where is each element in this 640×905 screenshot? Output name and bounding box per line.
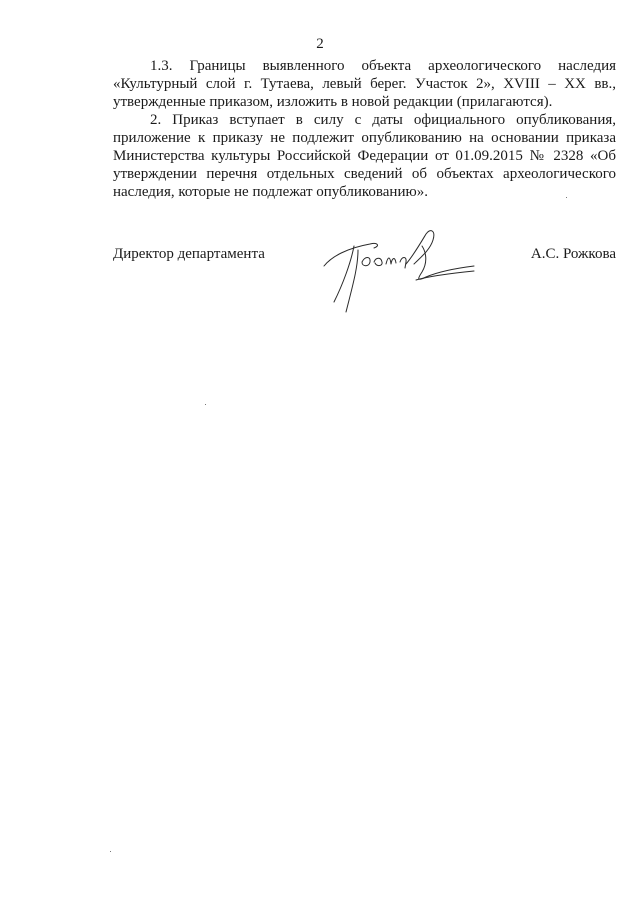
scan-speck bbox=[205, 404, 206, 405]
paragraph-2: 2. Приказ вступает в силу с даты официального опубликования, приложение к приказу не подлежит опубликованию на основании приказа Министерства культуры Российской Федерации от 01.09.2015 № 2328 «Об утверждении перечня отдельных сведений об объектах археологического наследия, которые не подлежат опубликованию». bbox=[113, 112, 616, 200]
signatory-title: Директор департамента bbox=[113, 246, 265, 262]
paragraph-1-3: 1.3. Границы выявленного объекта археологического наследия «Культурный слой г. Тутаева, левый берег. Участок 2», XVIII – XX вв., утвержденные приказом, изложить в новой редакции (прилагаются). bbox=[113, 58, 616, 110]
scan-speck bbox=[110, 851, 111, 852]
page-number: 2 bbox=[316, 36, 324, 52]
signatory-name: А.С. Рожкова bbox=[530, 246, 616, 262]
document-body bbox=[113, 57, 616, 201]
handwritten-signature bbox=[318, 222, 478, 317]
scan-speck bbox=[566, 197, 567, 198]
